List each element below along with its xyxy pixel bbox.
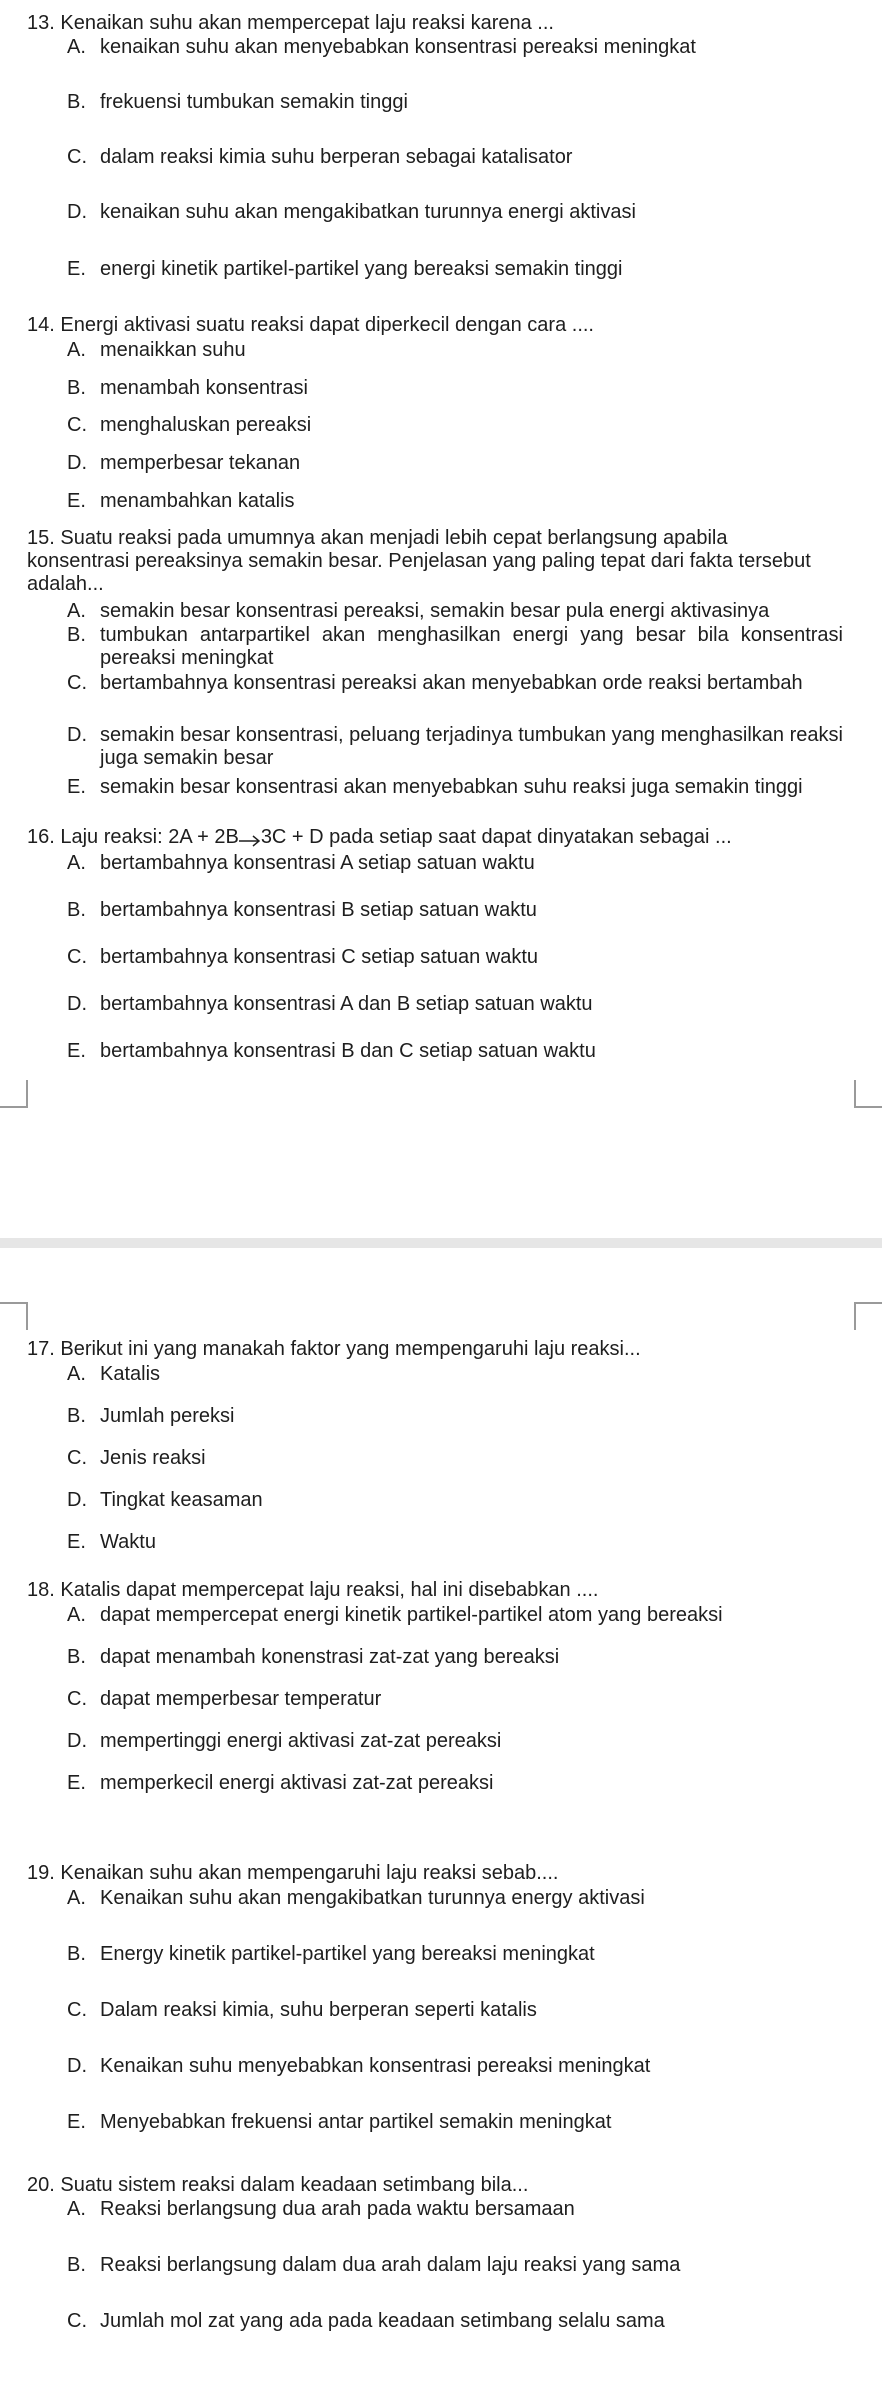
question-13-stem: 13. Kenaikan suhu akan mempercepat laju reaksi karena ... [27,12,554,34]
question-20-stem: 20. Suatu sistem reaksi dalam keadaan setimbang bila... [27,2174,529,2196]
crop-mark-bottom-left [0,1080,28,1108]
question-14-stem: 14. Energi aktivasi suatu reaksi dapat diperkecil dengan cara .... [27,314,594,336]
question-15-stem: 15. Suatu reaksi pada umumnya akan menjadi lebih cepat berlangsung apabila konsentrasi pereaksinya semakin besar. Penjelasan yang paling tepat dari fakta tersebut adalah... [27,527,811,595]
reaction-arrow-icon [239,831,261,845]
question-19-stem: 19. Kenaikan suhu akan mempengaruhi laju reaksi sebab.... [27,1862,559,1884]
page-1: 13. Kenaikan suhu akan mempercepat laju reaksi karena ... A. kenaikan suhu akan menyebabkan konsentrasi pereaksi meningkat B. frekuensi tumbukan semakin tinggi C. dalam reaksi kimia suhu berperan sebagai katalisator D. kenaikan suhu akan mengakibatkan turunnya energi aktivasi E. energi kinetik partikel-partikel yang bereaksi semakin tinggi 14. Energi aktivasi suatu reaksi dapat diperkecil dengan cara .... A. menaikkan suhu B. menambah konsentrasi C. menghaluskan pereaksi D. memperbesar tekanan E. menambahkan katalis 15. Suatu reaksi pada umumnya akan menjadi lebih cepat berlangsung apabila konsentrasi pereaksinya semakin besar. Penjelasan yang paling tepat dari fakta tersebut adalah... A. semakin besar konsentrasi pereaksi, semakin besar pula energi aktivasinya B. tumbukan antarpartikel akan menghasilkan energi yang besar bila konsentrasi pereaksi meningkat C. bertambahnya konsentrasi pereaksi akan menyebabkan orde reaksi bertambah D. semakin besar konsentrasi, peluang terjadinya tumbukan yang menghasilkan reaksi juga semakin besar E. semakin besar konsentrasi akan menyebabkan suhu reaksi juga semakin tinggi 16. Laju reaksi: 2A + 2B 3C + D pada setiap saat dapat dinyatakan sebagai ... A. bertambahnya konsentrasi A setiap satuan waktu B. bertambahnya konsentrasi B setiap satuan waktu C. bertambahnya konsentrasi C setiap satuan waktu D. bertambahnya konsentrasi A dan B setiap satuan waktu E. bertambahnya konsentrasi B dan C setiap satuan waktu [0,0,882,1110]
crop-mark-bottom-right [854,1080,882,1108]
question-17-stem: 17. Berikut ini yang manakah faktor yang mempengaruhi laju reaksi... [27,1338,641,1360]
page-gap [0,1110,882,1240]
question-16-stem: 16. Laju reaksi: 2A + 2B 3C + D pada setiap saat dapat dinyatakan sebagai ... [27,826,732,848]
question-18-stem: 18. Katalis dapat mempercepat laju reaksi, hal ini disebabkan .... [27,1579,599,1601]
page-2: 17. Berikut ini yang manakah faktor yang mempengaruhi laju reaksi... A. Katalis B. Jumlah pereksi C. Jenis reaksi D. Tingkat keasaman E. Waktu 18. Katalis dapat mempercepat laju reaksi, hal ini disebabkan .... A. dapat mempercepat energi kinetik partikel-partikel atom yang bereaksi B. dapat menambah konenstrasi zat-zat yang bereaksi C. dapat memperbesar temperatur D. mempertinggi energi aktivasi zat-zat pereaksi E. memperkecil energi aktivasi zat-zat pereaksi 19. Kenaikan suhu akan mempengaruhi laju reaksi sebab.... A. Kenaikan suhu akan mengakibatkan turunnya energy aktivasi B. Energy kinetik partikel-partikel yang bereaksi meningkat C. Dalam reaksi kimia, suhu berperan seperti katalis D. Kenaikan suhu menyebabkan konsentrasi pereaksi meningkat E. Menyebabkan frekuensi antar partikel semakin meningkat 20. Suatu sistem reaksi dalam keadaan setimbang bila... A. Reaksi berlangsung dua arah pada waktu bersamaan B. Reaksi berlangsung dalam dua arah dalam laju reaksi yang sama C. Jumlah mol zat yang ada pada keadaan setimbang selalu sama [0,1240,882,2400]
